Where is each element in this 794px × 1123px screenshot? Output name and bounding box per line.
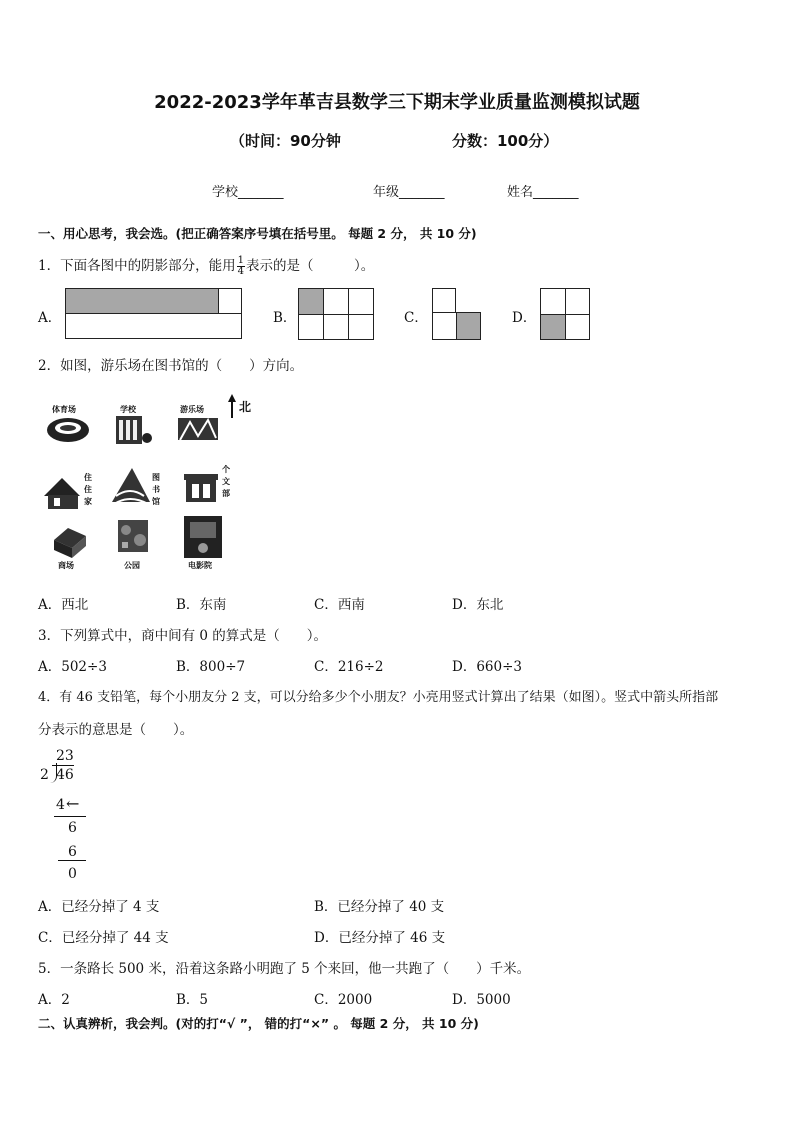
subtraction-line-2 bbox=[58, 860, 86, 861]
shaded-cell bbox=[66, 289, 219, 314]
place-label-library-3: 馆 bbox=[152, 497, 160, 506]
q5-option-a: A．2 bbox=[38, 992, 70, 1008]
place-label-home-2: 住 bbox=[84, 485, 92, 494]
place-label-cinema: 电影院 bbox=[188, 561, 212, 570]
page-title: 2022-2023学年革吉县数学三下期末学业质量监测模拟试题 bbox=[154, 92, 640, 113]
shaded-cell bbox=[456, 312, 481, 340]
q1-figure-a bbox=[65, 288, 242, 339]
remainder-final: 0 bbox=[68, 866, 77, 882]
cinema-icon bbox=[184, 516, 222, 558]
q3-option-a: A．502÷3 bbox=[38, 659, 107, 675]
north-arrow-icon bbox=[228, 394, 236, 418]
north-label: 北 bbox=[239, 400, 252, 414]
name-field: 姓名_______ bbox=[507, 185, 579, 200]
question-4-line-1: 4．有 46 支铅笔，每个小朋友分 2 支，可以分给多少个小朋友？小亮用竖式计算出了结果（如图）。竖式中箭头所指部 bbox=[38, 690, 719, 705]
question-5-text: 5．一条路长 500 米，沿着这条路小明跑了 5 个来回，他一共跑了（ ）千米。 bbox=[38, 961, 531, 977]
park-icon bbox=[118, 520, 148, 552]
q3-option-d: D．660÷3 bbox=[452, 659, 522, 675]
blank-cell bbox=[541, 289, 566, 315]
section-2-heading: 二、认真辨析，我会判。(对的打“√ ”， 错的打“×” 。 每题 2 分， 共 10 分) bbox=[38, 1016, 479, 1031]
place-label-library-1: 图 bbox=[152, 473, 160, 482]
q1-figure-b bbox=[298, 288, 374, 340]
blank-cell bbox=[565, 289, 590, 315]
question-4-line-2: 分表示的意思是（ ）。 bbox=[38, 722, 194, 738]
blank-cell bbox=[219, 289, 242, 314]
product-step-2: 6 bbox=[68, 844, 77, 860]
q2-option-d: D．东北 bbox=[452, 597, 504, 613]
place-label-stadium: 体育场 bbox=[52, 405, 76, 414]
q4-option-b: B．已经分掉了 40 支 bbox=[314, 899, 445, 915]
blank-cell bbox=[432, 312, 457, 340]
q2-option-c: C．西南 bbox=[314, 597, 365, 613]
place-label-shop-2: 文 bbox=[222, 477, 230, 486]
time-limit: （时间：90分钟 bbox=[230, 132, 341, 150]
question-1 bbox=[38, 254, 374, 277]
school-field: 学校_______ bbox=[212, 185, 284, 200]
arrow-left-icon: ← bbox=[66, 794, 80, 813]
place-label-library-2: 书 bbox=[152, 485, 160, 494]
q3-option-b: B．800÷7 bbox=[176, 659, 246, 675]
q4-option-a: A．已经分掉了 4 支 bbox=[38, 899, 160, 915]
map-figure bbox=[40, 392, 260, 574]
question-1-text-post: 表示的是（ ）。 bbox=[245, 258, 375, 274]
section-1-heading: 一、用心思考，我会选。(把正确答案序号填在括号里。 每题 2 分， 共 10 分) bbox=[38, 226, 477, 241]
q5-option-d: D．5000 bbox=[452, 992, 511, 1008]
q1-option-b-label: B． bbox=[273, 310, 297, 326]
fraction-denominator: 4 bbox=[237, 266, 244, 277]
q1-option-c-label: C． bbox=[404, 310, 428, 326]
total-score: 分数：100分） bbox=[452, 132, 559, 150]
blank-cell bbox=[324, 314, 349, 340]
school-icon bbox=[116, 416, 152, 444]
place-label-shop-3: 部 bbox=[222, 489, 230, 498]
q4-option-c: C．已经分掉了 44 支 bbox=[38, 930, 169, 946]
blank-cell bbox=[66, 314, 242, 339]
quotient: 23 bbox=[56, 748, 74, 764]
place-label-school: 学校 bbox=[120, 405, 136, 414]
blank-cell bbox=[324, 289, 349, 315]
grade-field: 年级_______ bbox=[373, 185, 445, 200]
q5-option-b: B．5 bbox=[176, 992, 209, 1008]
amusement-park-icon bbox=[178, 418, 218, 440]
shaded-cell bbox=[541, 314, 566, 340]
q1-option-d-label: D． bbox=[512, 310, 537, 326]
place-label-home-1: 住 bbox=[84, 473, 92, 482]
blank-cell bbox=[565, 314, 590, 340]
fraction-one-quarter bbox=[237, 256, 245, 277]
question-3-text: 3．下列算式中，商中间有 0 的算式是（ ）。 bbox=[38, 628, 328, 644]
question-2-text: 2．如图，游乐场在图书馆的（ ）方向。 bbox=[38, 358, 304, 374]
place-label-home-3: 家 bbox=[84, 497, 92, 506]
divisor: 2 bbox=[40, 767, 49, 783]
blank-cell bbox=[349, 314, 374, 340]
place-label-amusement-park: 游乐场 bbox=[180, 405, 204, 414]
subtraction-line-1 bbox=[54, 816, 86, 817]
blank-cell bbox=[299, 314, 324, 340]
shop-icon bbox=[184, 474, 218, 502]
blank-cell bbox=[432, 288, 456, 313]
house-icon bbox=[44, 478, 80, 509]
mall-icon bbox=[54, 528, 86, 558]
q5-option-c: C．2000 bbox=[314, 992, 373, 1008]
q1-option-a-label: A． bbox=[38, 310, 62, 326]
remainder-step-1: 6 bbox=[68, 820, 77, 836]
library-icon bbox=[112, 468, 150, 504]
q1-figure-d bbox=[540, 288, 590, 340]
q4-option-d: D．已经分掉了 46 支 bbox=[314, 930, 446, 946]
blank-cell bbox=[349, 289, 374, 315]
q2-option-a: A．西北 bbox=[38, 597, 89, 613]
shaded-cell bbox=[299, 289, 324, 315]
fraction-numerator: 1 bbox=[237, 255, 244, 266]
question-1-text-pre: 1．下面各图中的阴影部分，能用 bbox=[38, 258, 236, 274]
product-step-1: 4 bbox=[56, 797, 65, 813]
q3-option-c: C．216÷2 bbox=[314, 659, 384, 675]
place-label-shop-1: 个 bbox=[222, 465, 230, 474]
place-label-park: 公园 bbox=[124, 561, 140, 570]
dividend: 46 bbox=[56, 767, 74, 783]
place-label-mall: 商场 bbox=[58, 561, 74, 570]
q2-option-b: B．东南 bbox=[176, 597, 227, 613]
stadium-icon bbox=[47, 418, 89, 442]
